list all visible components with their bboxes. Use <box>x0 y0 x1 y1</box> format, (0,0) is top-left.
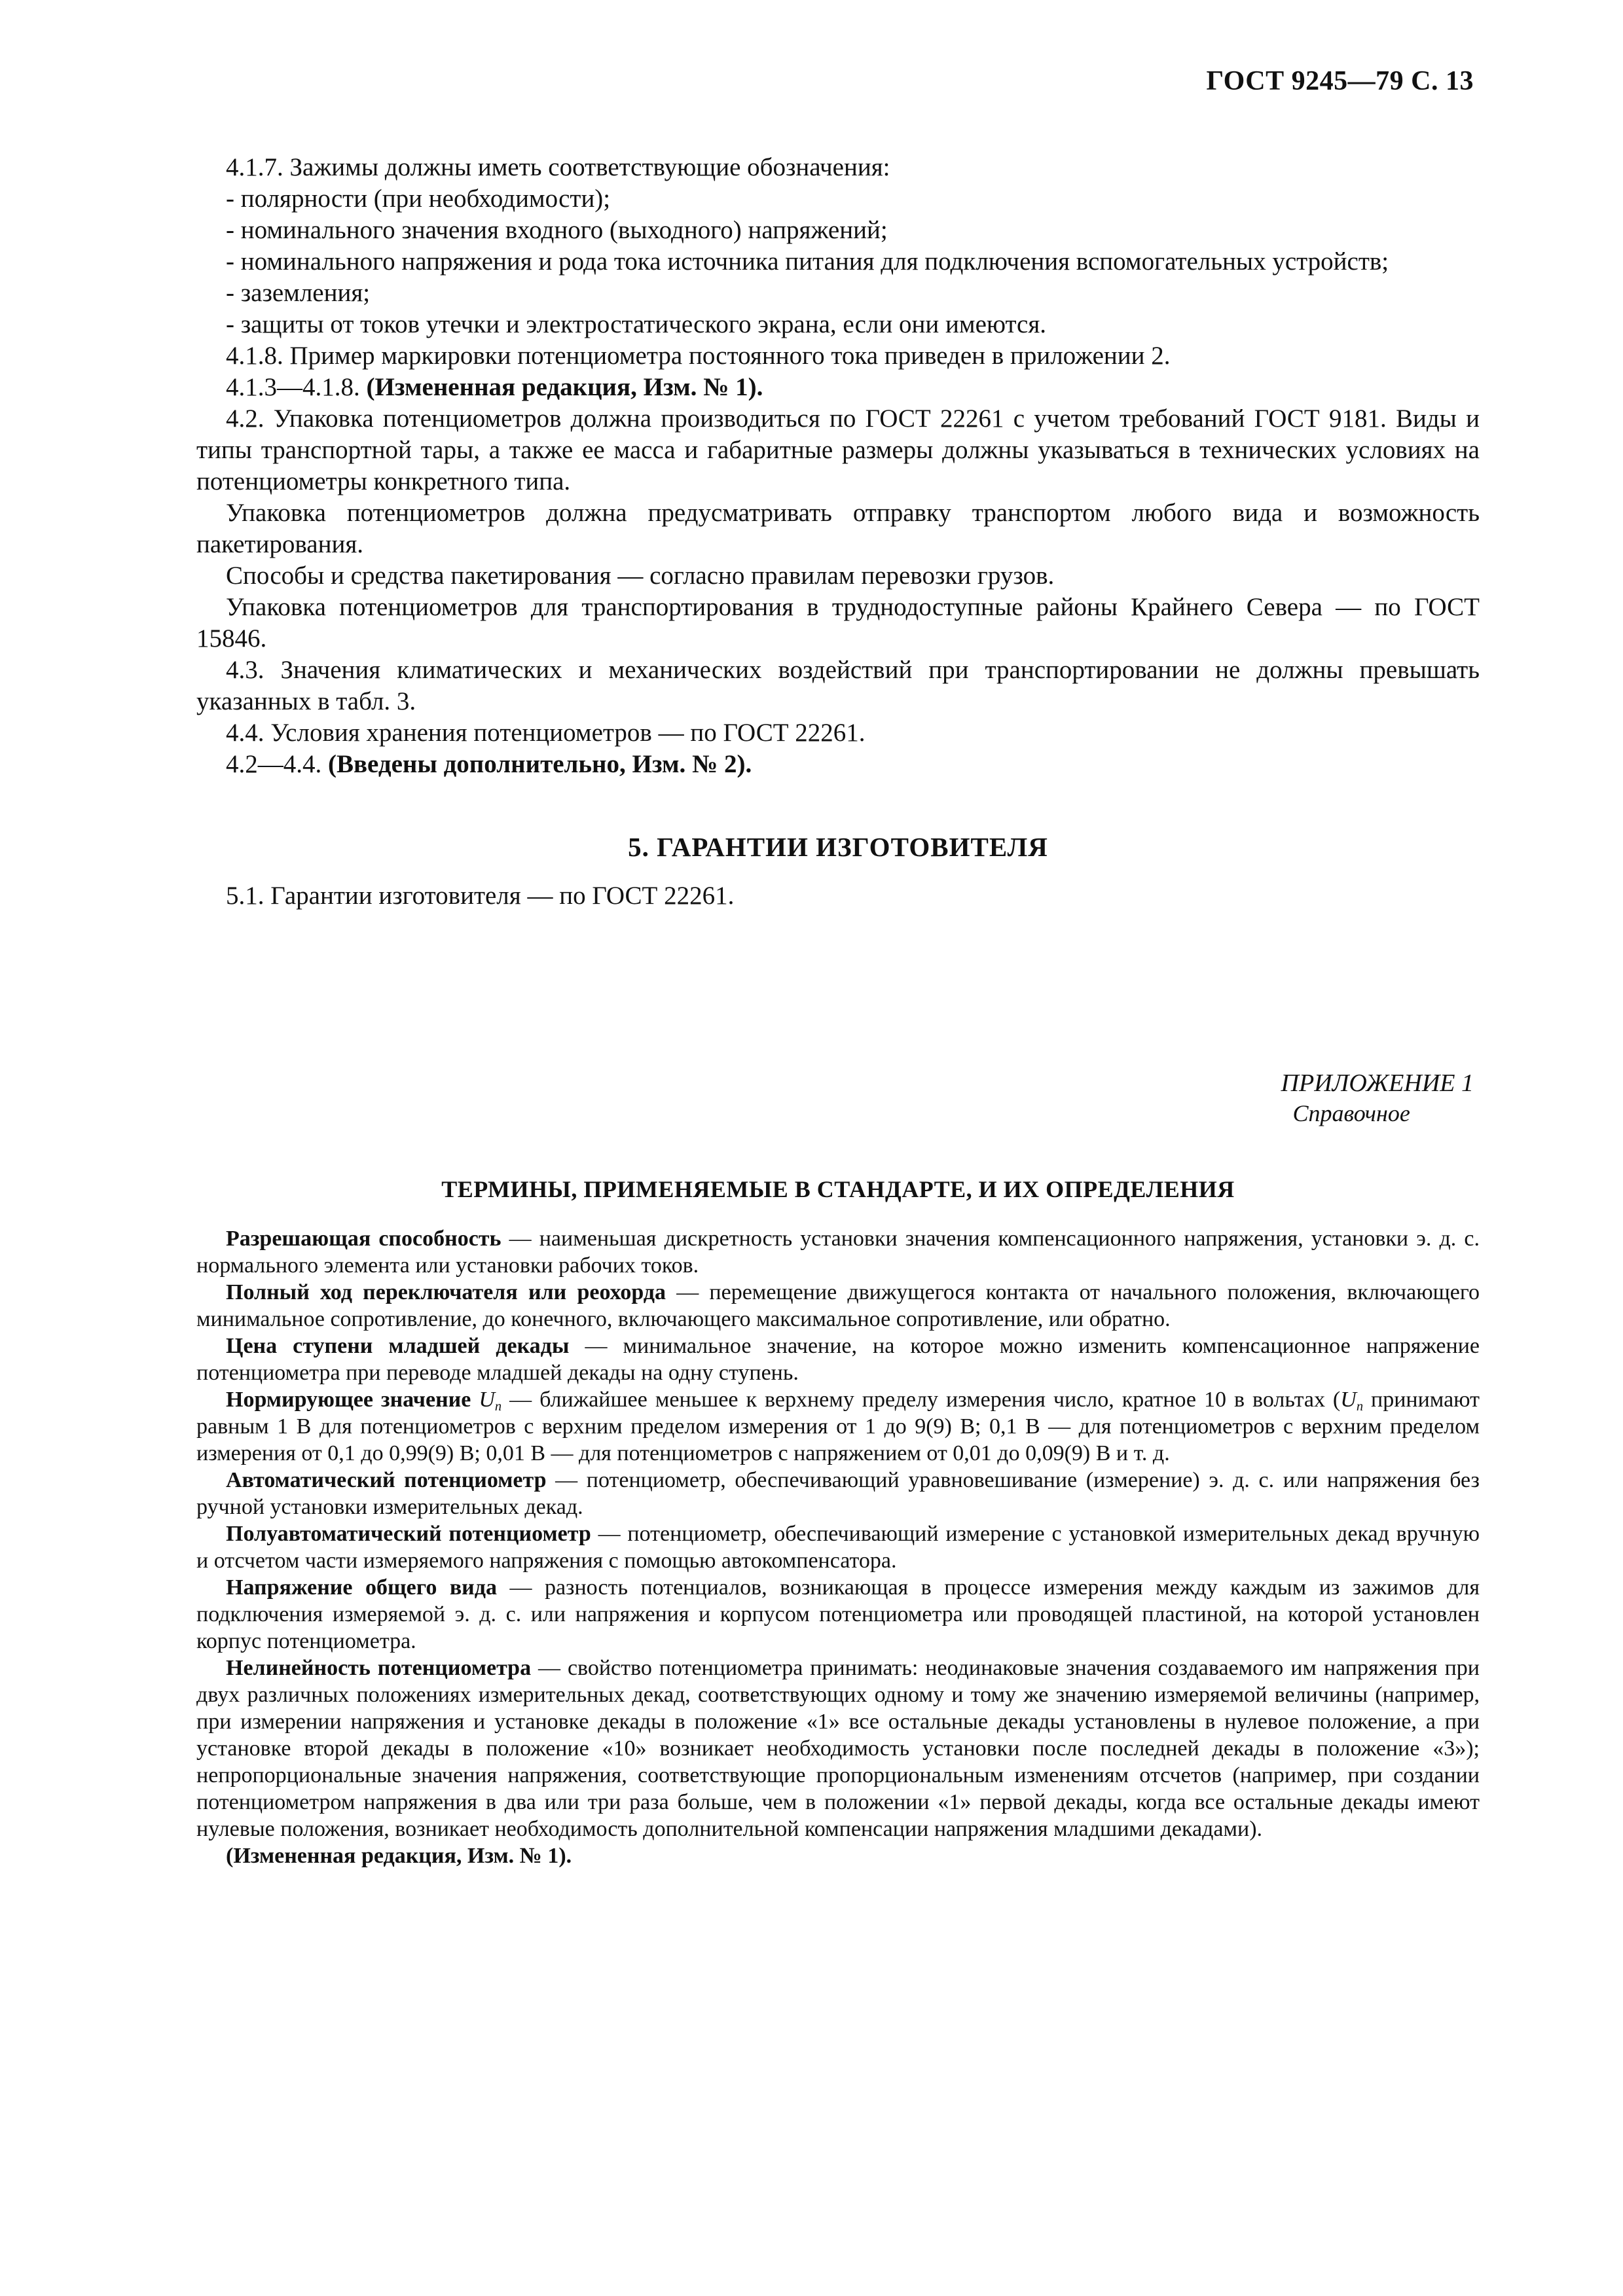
term-definition: — перемещение движущегося контакта от начального положения, включающего минимальное сопротивление, до конечного, включающего максимальное сопротивление, или обратно. <box>196 1280 1480 1331</box>
paragraph: 4.4. Условия хранения потенциометров — по ГОСТ 22261. <box>226 719 866 747</box>
revision-ref: 4.1.3—4.1.8. <box>226 373 367 401</box>
revision-note <box>196 372 1480 403</box>
revision-text: (Измененная редакция, Изм. № 1). <box>226 1844 572 1868</box>
term-entry <box>196 1655 1480 1842</box>
appendix-title: ТЕРМИНЫ, ПРИМЕНЯЕМЫЕ В СТАНДАРТЕ, И ИХ ОПРЕДЕЛЕНИЯ <box>441 1176 1235 1202</box>
section-4-text <box>196 152 1480 780</box>
term-name: Напряжение общего вида <box>226 1575 497 1600</box>
appendix-type: Справочное <box>1292 1100 1410 1126</box>
term-entry <box>196 1520 1480 1574</box>
paragraph: 4.1.8. Пример маркировки потенциометра постоянного тока приведен в приложении 2. <box>226 342 1171 370</box>
paragraph: 5.1. Гарантии изготовителя — по ГОСТ 22261. <box>226 882 735 910</box>
term-entry <box>196 1386 1480 1467</box>
term-name: Нелинейность потенциометра <box>226 1656 532 1680</box>
paragraph: 4.1.7. Зажимы должны иметь соответствующие обозначения: <box>226 153 890 181</box>
term-definition: — свойство потенциометра принимать: неодинаковые значения создаваемого им напряжения при двух различных положениях измерительных декад, соответствующих одному и тому же значению измеряемой величины (например, при измерении напряжения и установке декады в положение «1» все остальные декады установлены в нулевое положение, а при установке второй декады в положение «10» возникает необходимость установки после последней декады в положение «3»); непропорциональные значения напряжения, соответствующие пропорциональным изменениям отсчетов (например, при создании потенциометром напряжения в два или три раза больше, чем в положении «1» первой декады, когда все остальные декады имеют нулевые положения, возникает необходимость дополнительной компенсации напряжения младшими декадами). <box>196 1656 1480 1841</box>
term-definition: — ближайшее меньшее к верхнему пределу измерения число, кратное 10 в вольтах ( <box>501 1388 1341 1412</box>
term-definition: — потенциометр, обеспечивающий измерение с установкой измерительных декад вручную и отсчетом части измеряемого напряжения с помощью автокомпенсатора. <box>196 1522 1480 1573</box>
term-entry <box>196 1574 1480 1655</box>
list-item: - номинального значения входного (выходного) напряжений; <box>226 216 888 244</box>
term-entry <box>196 1225 1480 1279</box>
term-definition: — минимальное значение, на которое можно изменить компенсационное напряжение потенциометра при переводе младшей декады на одну ступень. <box>196 1334 1480 1385</box>
term-definition: — наименьшая дискретность установки значения компенсационного напряжения, установки э. д. с. нормального элемента или установки рабочих токов. <box>196 1227 1480 1278</box>
list-item: - полярности (при необходимости); <box>226 185 611 213</box>
list-item: - защиты от токов утечки и электростатического экрана, если они имеются. <box>226 310 1047 338</box>
appendix-label <box>1281 1068 1474 1128</box>
paragraph: 4.3. Значения климатических и механических воздействий при транспортировании не должны превышать указанных в табл. 3. <box>196 656 1480 715</box>
symbol-subscript: п <box>494 1399 502 1414</box>
revision-ref: 4.2—4.4. <box>226 750 328 778</box>
term-name: Автоматический потенциометр <box>226 1468 547 1492</box>
list-item: - заземления; <box>226 279 371 307</box>
term-definition: — разность потенциалов, возникающая в процессе измерения между каждым из зажимов для подключения измеряемой э. д. с. или напряжения и корпусом потенциометра или проводящей пластиной, на которой установлен корпус потенциометра. <box>196 1575 1480 1653</box>
section-5-title: 5. ГАРАНТИИ ИЗГОТОВИТЕЛЯ <box>628 832 1048 862</box>
term-name: Цена ступени младшей декады <box>226 1334 570 1358</box>
symbol <box>479 1388 501 1412</box>
symbol <box>1340 1388 1363 1412</box>
revision-note <box>196 1842 1480 1869</box>
paragraph: 4.2. Упаковка потенциометров должна производиться по ГОСТ 22261 с учетом требований ГОСТ 9181. Виды и типы транспортной тары, а также ее масса и габаритные размеры должны указываться в технических условиях на потенциометры конкретного типа. <box>196 404 1480 495</box>
term-name: Полуавтоматический потенциометр <box>226 1522 591 1546</box>
symbol-letter: U <box>1340 1388 1357 1412</box>
revision-note <box>196 749 1480 780</box>
term-entry <box>196 1467 1480 1520</box>
terms-list <box>196 1225 1480 1869</box>
list-item: - номинального напряжения и рода тока источника питания для подключения вспомогательных устройств; <box>226 247 1389 276</box>
appendix-number: ПРИЛОЖЕНИЕ 1 <box>1281 1069 1474 1097</box>
revision-text: (Введены дополнительно, Изм. № 2). <box>328 750 752 778</box>
symbol-subscript: п <box>1356 1399 1364 1414</box>
paragraph: Способы и средства пакетирования — согласно правилам перевозки грузов. <box>226 562 1055 590</box>
term-definition: принимают равным 1 В для потенциометров с верхним пределом измерения от 1 до 9(9) В; 0,1 В — для потенциометров с верхним пределом измерения от 0,1 до 0,99(9) В; 0,01 В — для потенциометров с напряжением от 0,01 до 0,09(9) В и т. д. <box>196 1388 1480 1465</box>
page-header: ГОСТ 9245—79 С. 13 <box>1206 66 1474 96</box>
paragraph: Упаковка потенциометров для транспортирования в труднодоступные районы Крайнего Севера — по ГОСТ 15846. <box>196 593 1480 653</box>
paragraph: Упаковка потенциометров должна предусматривать отправку транспортом любого вида и возможность пакетирования. <box>196 499 1480 558</box>
term-entry <box>196 1333 1480 1386</box>
symbol-letter: U <box>479 1388 495 1412</box>
term-name: Разрешающая способность <box>226 1227 501 1251</box>
revision-text: (Измененная редакция, Изм. № 1). <box>366 373 763 401</box>
term-name: Полный ход переключателя или реохорда <box>226 1280 666 1304</box>
term-definition: — потенциометр, обеспечивающий уравновешивание (измерение) э. д. с. или напряжения без ручной установки измерительных декад. <box>196 1468 1480 1519</box>
section-5-text <box>196 880 1480 912</box>
term-entry <box>196 1279 1480 1333</box>
term-name: Нормирующее значение <box>226 1388 471 1412</box>
